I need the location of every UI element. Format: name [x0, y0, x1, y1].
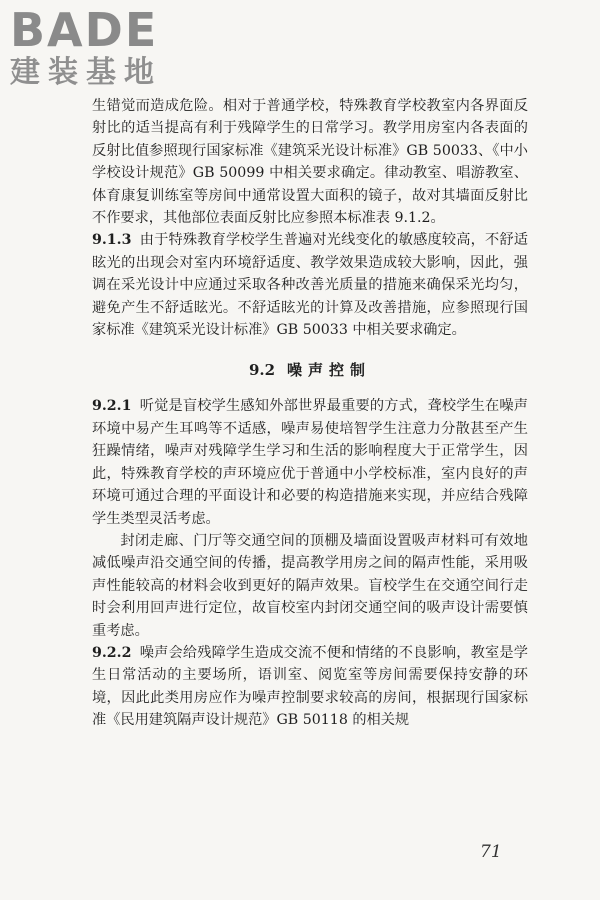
clause-9-2-1	[92, 395, 528, 529]
paragraph-text: 噪声会给残障学生造成交流不便和情绪的不良影响，教室是学生日常活动的主要场所，语训室、阅览室等房间需要保持安静的环境，因此此类用房应作为噪声控制要求较高的房间，根据现行国家标准《民用建筑隔声设计规范》GB 50118 的相关规	[92, 644, 528, 729]
section-title: 噪声控制	[287, 361, 372, 380]
paragraph-text: 封闭走廊、门厅等交通空间的顶棚及墙面设置吸声材料可有效地减低噪声沿交通空间的传播，提高教学用房之间的隔声性能，采用吸声性能较高的材料会收到更好的隔声效果。盲校学生在交通空间行走时会利用回声进行定位，故盲校室内封闭交通空间的吸声设计需要慎重考虑。	[92, 532, 528, 639]
clause-number: 9.2.1	[92, 398, 132, 415]
section-heading	[92, 359, 528, 381]
paragraph-text: 生错觉而造成危险。相对于普通学校，特殊教育学校教室内各界面反射比的适当提高有利于残障学生的日常学习。教学用房室内各表面的反射比值参照现行国家标准《建筑采光设计标准》GB 50033、《中小学校设计规范》GB 50099 中相关要求确定。律动教室、唱游教室、体育康复训练室等房间中通常设置大面积的镜子，故对其墙面反射比不作要求，其他部位表面反射比应参照本标准表 9.1.2。	[92, 98, 528, 227]
logo-subtitle: 建装基地	[10, 55, 162, 90]
logo-wordmark: BADE	[10, 3, 159, 57]
paragraph-text: 由于特殊教育学校学生普遍对光线变化的敏感度较高，不舒适眩光的出现会对室内环境舒适度、教学效果造成较大影响，因此，强调在采光设计中应通过采取各种改善光质量的措施来确保采光均匀，避免产生不舒适眩光。不舒适眩光的计算及改善措施，应参照现行国家标准《建筑采光设计标准》GB 50033 中相关要求确定。	[92, 232, 528, 339]
page-body	[92, 95, 528, 732]
bade-logo	[10, 3, 180, 94]
paragraph-text: 听觉是盲校学生感知外部世界最重要的方式，聋校学生在噪声环境中易产生耳鸣等不适感，噪声易使培智学生注意力分散甚至产生狂躁情绪，噪声对残障学生学习和生活的影响程度大于正常学生，因此，特殊教育学校的声环境应优于普通中小学校标准，室内良好的声环境可通过合理的平面设计和必要的构造措施来实现，并应结合残障学生类型灵活考虑。	[92, 398, 528, 527]
clause-number: 9.2.2	[92, 644, 132, 661]
clause-9-1-3	[92, 229, 528, 341]
clause-9-2-2	[92, 642, 528, 732]
paragraph-indented	[92, 530, 528, 642]
page-number: 71	[480, 842, 502, 862]
clause-number: 9.1.3	[92, 232, 132, 249]
paragraph-continued	[92, 95, 528, 229]
section-number: 9.2	[248, 361, 276, 380]
